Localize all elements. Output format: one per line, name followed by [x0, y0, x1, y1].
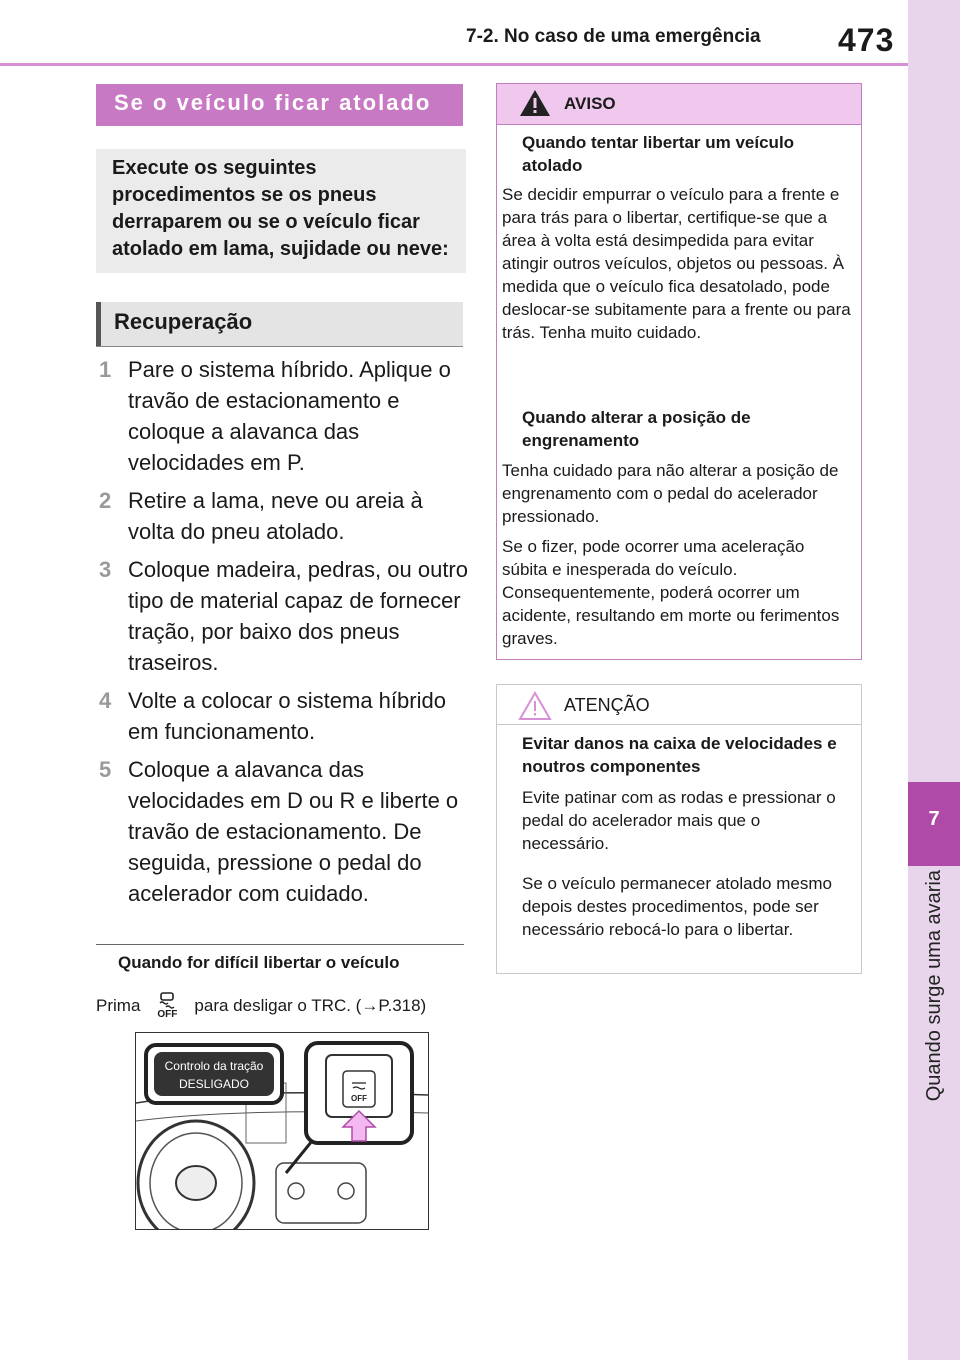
step-text: Coloque a alavanca das velocidades em D ou R e liberte o travão de estacionamento. De seguida, pressione o pedal do acelerador com cuidado.: [128, 757, 459, 906]
skid-car-icon: [156, 992, 178, 1010]
step-item: [96, 754, 468, 909]
step-text: Volte a colocar o sistema híbrido em funcionamento.: [128, 688, 446, 744]
warning-paragraph-3: Se o fizer, pode ocorrer uma aceleração súbita e inesperada do veículo. Consequentemente, poderá ocorrer um acidente, resultando em morte ou ferimentos graves.: [502, 537, 840, 648]
section-title: Se o veículo ficar atolado: [114, 90, 432, 115]
display-line2: DESLIGADO: [178, 1077, 250, 1091]
warning-heading-1: Quando tentar libertar um veículo atolado: [522, 133, 795, 175]
chapter-title-vertical: [912, 870, 956, 1140]
note-suffix: para desligar o TRC. (→P.318): [194, 996, 427, 1015]
display-line1: Controlo da tração: [164, 1059, 264, 1073]
note-rule: [96, 944, 464, 945]
caution-title: ATENÇÃO: [564, 695, 650, 715]
note-body: [96, 992, 426, 1020]
step-text: Retire a lama, neve ou areia à volta do pneu atolado.: [128, 488, 423, 544]
warning-heading-2: Quando alterar a posição de engrenamento: [522, 408, 751, 450]
page-number: 473: [838, 22, 895, 58]
warning-triangle-icon: [518, 88, 552, 123]
steps-list: [96, 354, 468, 916]
step-item: [96, 554, 468, 678]
caution-heading-1: Evitar danos na caixa de velocidades e noutros componentes: [522, 734, 837, 776]
chapter-title: Quando surge uma avaria: [922, 870, 945, 1102]
warning-title: AVISO: [564, 94, 616, 113]
intro-text: Execute os seguintes procedimentos se os pneus derraparem ou se o veículo ficar atolado em lama, sujidade ou neve:: [112, 157, 449, 260]
step-number: 2: [99, 488, 112, 513]
trc-off-icon: [152, 992, 182, 1020]
dashboard-drawing: [136, 1033, 428, 1229]
dashboard-illustration: [135, 1032, 429, 1230]
subsection-title: Recuperação: [114, 309, 253, 334]
trc-off-label: OFF: [157, 1009, 178, 1020]
warning-paragraph-1: Se decidir empurrar o veículo para a frente e para trás para o libertar, certifique-se que a área à volta está desimpedida para evitar atingir outros veículos, objetos ou pessoas. À medida que o veículo fica desatolado, pode deslocar-se subitamente para a frente ou para trás. Tenha muito cuidado.: [502, 185, 851, 342]
step-text: Coloque madeira, pedras, ou outro tipo de material capaz de fornecer tração, por baixo dos pneus traseiros.: [128, 557, 468, 675]
step-number: 4: [99, 688, 112, 713]
step-number: 5: [99, 757, 112, 782]
caution-paragraph-1: Evite patinar com as rodas e pressionar o pedal do acelerador mais que o necessário.: [522, 788, 836, 853]
chapter-number: 7: [928, 808, 940, 830]
warning-paragraph-2: Tenha cuidado para não alterar a posição de engrenamento com o pedal do acelerador pressionado.: [502, 461, 839, 526]
step-item: [96, 485, 468, 547]
caution-triangle-icon: [518, 690, 552, 727]
caution-paragraph-2: Se o veículo permanecer atolado mesmo depois destes procedimentos, pode ser necessário rebocá-lo para o libertar.: [522, 874, 832, 939]
subsection-rule: [96, 346, 463, 347]
step-number: 3: [99, 557, 112, 582]
step-item: [96, 354, 468, 478]
step-text: Pare o sistema híbrido. Aplique o travão de estacionamento e coloque a alavanca das velocidades em P.: [128, 357, 451, 475]
step-number: 1: [99, 357, 112, 382]
side-tab-band: [908, 0, 960, 1360]
header-rule: [0, 63, 908, 66]
header-section-title: 7-2. No caso de uma emergência: [466, 26, 761, 47]
step-item: [96, 685, 468, 747]
button-off-label: OFF: [351, 1094, 367, 1103]
note-title: Quando for difícil libertar o veículo: [118, 953, 400, 972]
note-prefix: Prima: [96, 996, 141, 1015]
